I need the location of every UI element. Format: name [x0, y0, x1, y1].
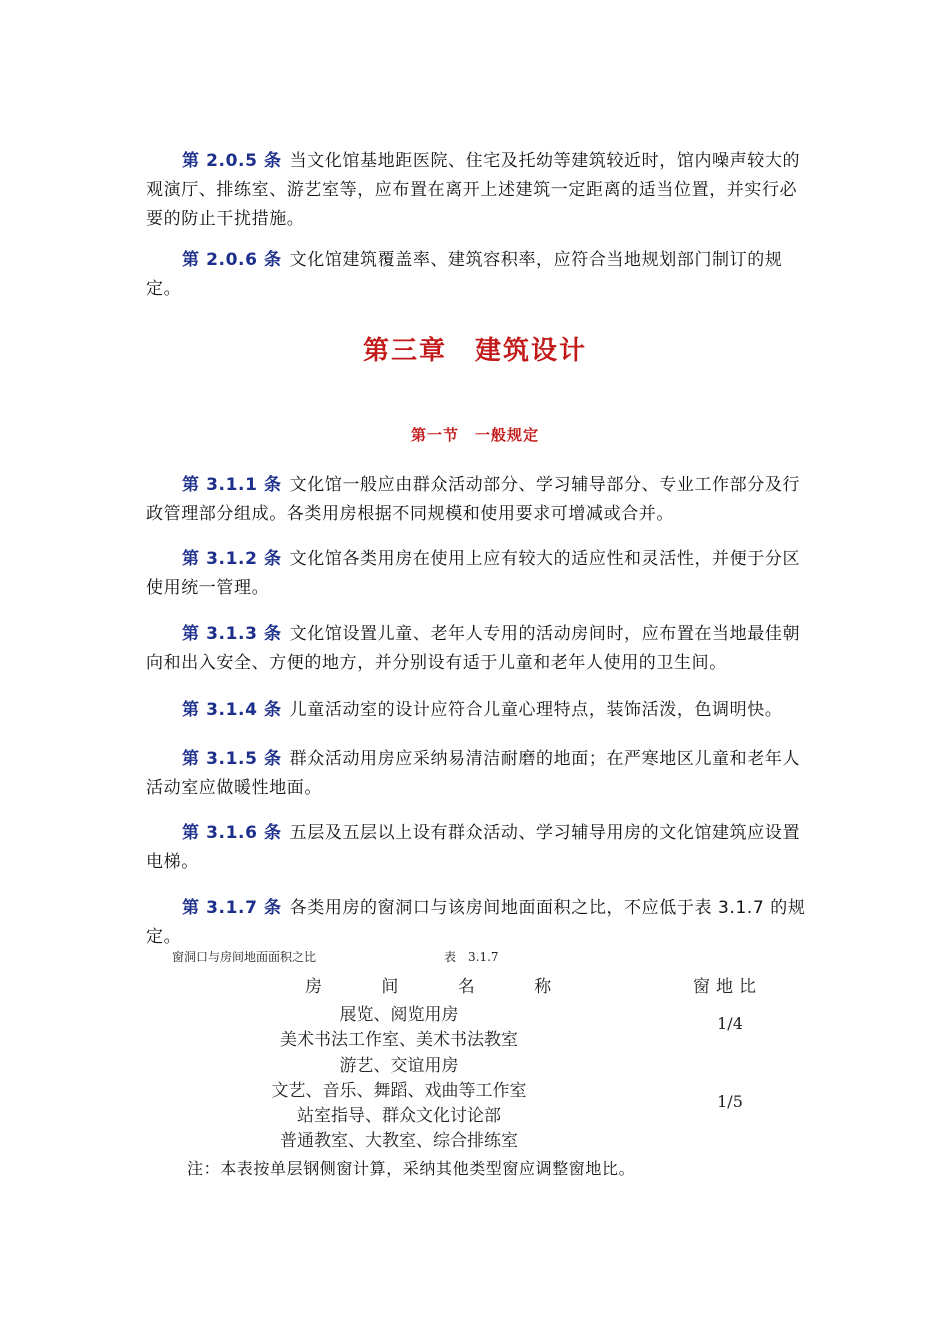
table-number: 表 3.1.7 [444, 950, 499, 964]
header-room-name: 房 间 名 称 [305, 977, 564, 997]
clause-text: 文化馆各类用房在使用上应有较大的适应性和灵活性，并便于分区使用统一管理。 [146, 549, 801, 598]
header-window-floor-ratio: 窗地比 [693, 977, 762, 997]
clause-text: 五层及五层以上设有群众活动、学习辅导用房的文化馆建筑应设置电梯。 [146, 823, 801, 872]
clause-3-1-1 [146, 471, 806, 529]
table-caption-text: 窗洞口与房间地面面积之比 [172, 950, 317, 964]
table-cell: 展览、阅览用房 [339, 1005, 459, 1025]
clause-text: 文化馆一般应由群众活动部分、学习辅导部分、专业工作部分及行政管理部分组成。各类用房根据不同规模和使用要求可增减或合并。 [146, 475, 801, 524]
clause-number: 第 3.1.5 条 [182, 749, 282, 769]
clause-3-1-5 [146, 745, 806, 803]
clause-number: 第 3.1.3 条 [182, 624, 282, 644]
clause-text: 群众活动用房应采纳易清洁耐磨的地面；在严寒地区儿童和老年人活动室应做暖性地面。 [146, 749, 801, 798]
table-cell: 游艺、交谊用房 [339, 1056, 459, 1076]
table-cell: 文艺、音乐、舞蹈、戏曲等工作室 [271, 1081, 527, 1101]
clause-3-1-4 [146, 696, 806, 725]
clause-text: 当文化馆基地距医院、住宅及托幼等建筑较近时，馆内噪声较大的观演厅、排练室、游艺室等，应布置在离开上述建筑一定距离的适当位置，并实行必要的防止干扰措施。 [146, 151, 801, 229]
clause-3-1-3 [146, 620, 806, 678]
clause-text: 文化馆设置儿童、老年人专用的活动房间时，应布置在当地最佳朝向和出入安全、方便的地方，并分别设有适于儿童和老年人使用的卫生间。 [146, 624, 801, 673]
clause-number: 第 2.0.6 条 [182, 250, 282, 270]
table-note: 注：本表按单层钢侧窗计算，采纳其他类型窗应调整窗地比。 [187, 1159, 636, 1178]
table-cell: 普通教室、大教室、综合排练室 [280, 1131, 518, 1151]
section-title: 第一节 一般规定 [410, 426, 539, 444]
table-cell: 美术书法工作室、美术书法教室 [280, 1030, 518, 1050]
clause-number: 第 2.0.5 条 [182, 151, 282, 171]
clause-3-1-7 [146, 894, 806, 952]
table-cell: 站室指导、群众文化讨论部 [297, 1106, 501, 1126]
clause-2-0-6 [146, 246, 806, 304]
clause-text: 各类用房的窗洞口与该房间地面面积之比，不应低于表 3.1.7 的规定。 [146, 898, 806, 947]
clause-number: 第 3.1.6 条 [182, 823, 282, 843]
clause-text: 文化馆建筑覆盖率、建筑容积率，应符合当地规划部门制订的规定。 [146, 250, 783, 299]
clause-number: 第 3.1.4 条 [182, 700, 282, 720]
ratio-value: 1/4 [717, 1014, 743, 1033]
ratio-value: 1/5 [717, 1092, 743, 1111]
clause-3-1-6 [146, 819, 806, 877]
clause-number: 第 3.1.7 条 [182, 898, 282, 918]
clause-number: 第 3.1.2 条 [182, 549, 282, 569]
chapter-title: 第三章 建筑设计 [362, 336, 587, 366]
clause-text: 儿童活动室的设计应符合儿童心理特点，装饰活泼，色调明快。 [289, 700, 783, 720]
clause-2-0-5 [146, 147, 806, 234]
clause-number: 第 3.1.1 条 [182, 475, 282, 495]
table-caption [172, 948, 499, 965]
clause-3-1-2 [146, 545, 806, 603]
